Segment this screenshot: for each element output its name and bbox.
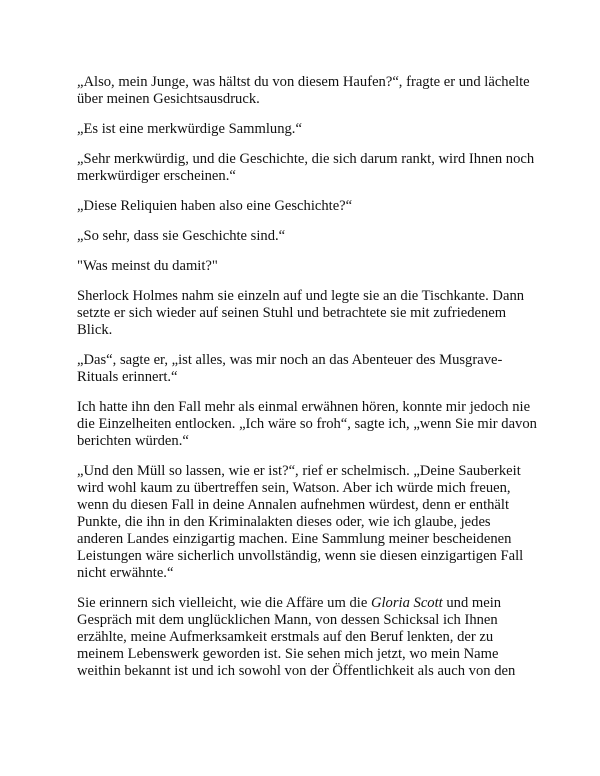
document-page: [77, 74, 537, 693]
paragraph: „Also, mein Junge, was hältst du von diesem Haufen?“, fragte er und lächelte über meinen Gesichtsausdruck.: [77, 74, 530, 107]
paragraph: „So sehr, dass sie Geschichte sind.“: [77, 228, 286, 244]
paragraph: Ich hatte ihn den Fall mehr als einmal erwähnen hören, konnte mir jedoch nie die Einzelheiten entlocken. „Ich wäre so froh“, sagte ich, „wenn Sie mir davon berichten würden.“: [77, 399, 537, 449]
italic-title: Gloria Scott: [370, 595, 443, 611]
paragraph: „Das“, sagte er, „ist alles, was mir noch an das Abenteuer des Musgrave-Rituals erinnert.“: [77, 352, 503, 385]
paragraph-last: [77, 595, 537, 680]
paragraph: „Sehr merkwürdig, und die Geschichte, die sich darum rankt, wird Ihnen noch merkwürdiger erscheinen.“: [77, 151, 535, 184]
paragraph-text-before: Sie erinnern sich vielleicht, wie die Affäre um die: [77, 595, 371, 611]
paragraph: Sherlock Holmes nahm sie einzeln auf und legte sie an die Tischkante. Dann setzte er sich wieder auf seinen Stuhl und betrachtete sie mit zufriedenem Blick.: [77, 288, 525, 338]
paragraph: "Was meinst du damit?": [77, 258, 218, 274]
paragraph: „Diese Reliquien haben also eine Geschichte?“: [77, 198, 353, 214]
paragraph-text-after: und mein Gespräch mit dem unglücklichen Mann, von dessen Schicksal ich Ihnen erzählte, meine Aufmerksamkeit erstmals auf den Beruf lenkten, der zu meinem Lebenswerk geworden ist. Sie sehen mich jetzt, wo mein Name weithin bekannt ist und ich sowohl von der Öffentlichkeit als auch von den: [77, 595, 516, 679]
paragraph: „Und den Müll so lassen, wie er ist?“, rief er schelmisch. „Deine Sauberkeit wird wohl kaum zu übertreffen sein, Watson. Aber ich würde mich freuen, wenn du diesen Fall in deine Annalen aufnehmen würdest, denn er enthält Punkte, die ihn in den Kriminalakten dieses oder, wie ich glaube, jedes anderen Landes einzigartig machen. Eine Sammlung meiner bescheidenen Leistungen wäre sicherlich unvollständig, wenn sie diesen einzigartigen Fall nicht erwähnte.“: [77, 463, 524, 581]
paragraph: „Es ist eine merkwürdige Sammlung.“: [77, 121, 302, 137]
